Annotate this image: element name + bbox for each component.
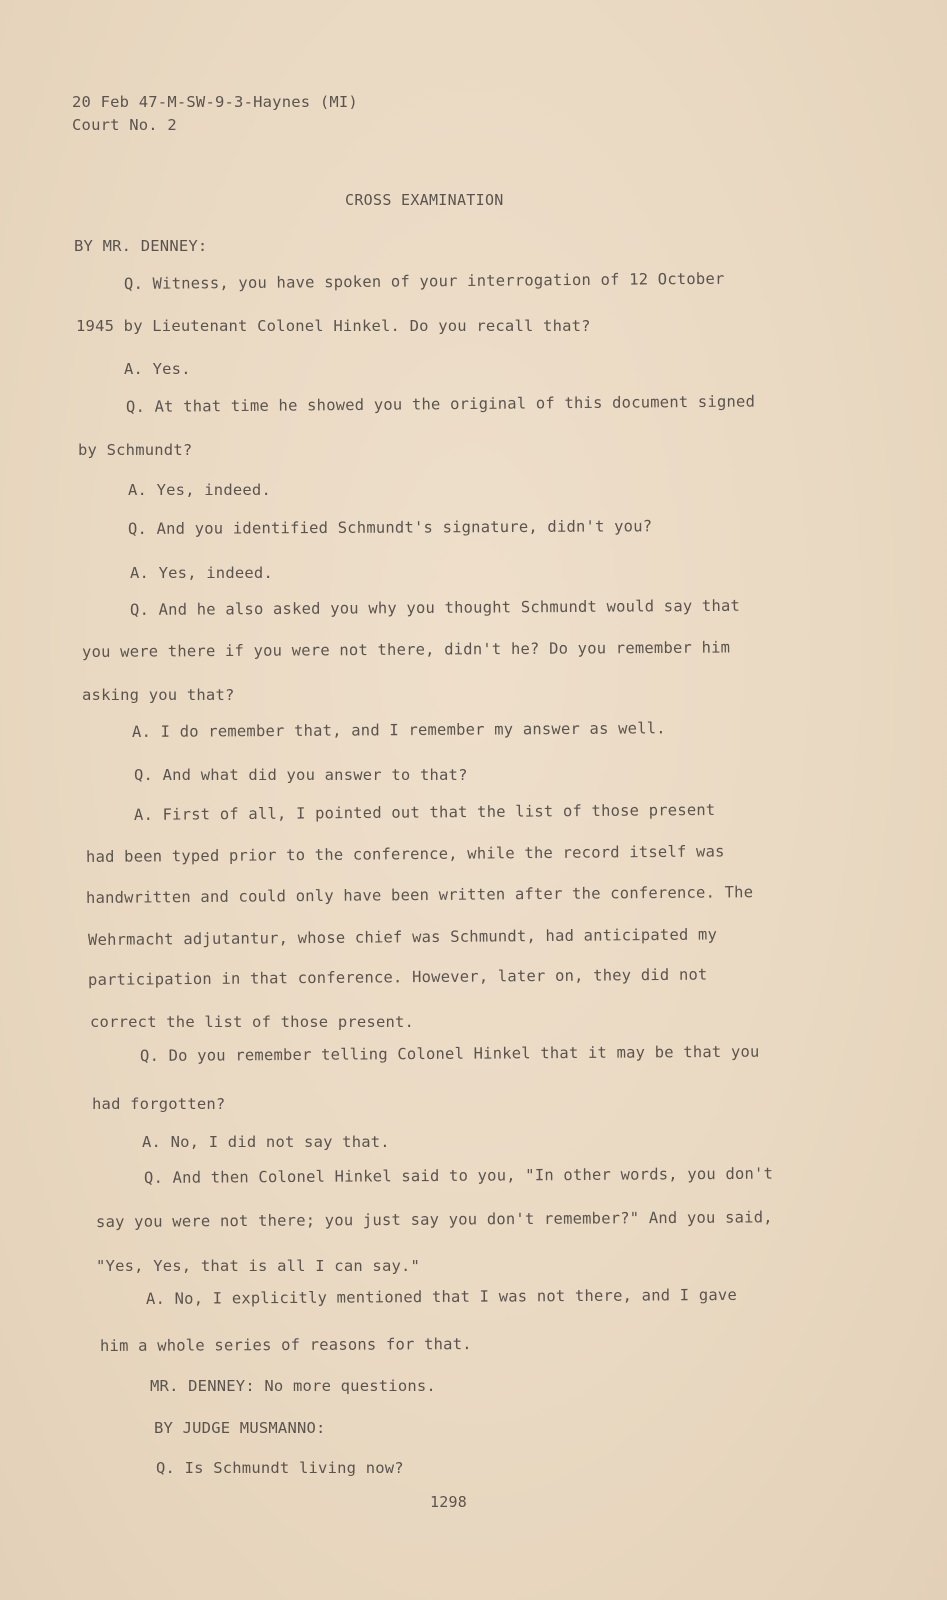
transcript-line: had forgotten?: [92, 1095, 226, 1113]
transcript-line: A. Yes, indeed.: [130, 564, 273, 582]
transcript-line: Q. And you identified Schmundt's signature, didn't you?: [127, 517, 653, 538]
transcript-line: A. Yes.: [124, 360, 191, 378]
transcript-line: Q. Witness, you have spoken of your interrogation of 12 October: [123, 269, 725, 293]
page-number: 1298: [430, 1493, 467, 1511]
transcript-line: BY JUDGE MUSMANNO:: [154, 1419, 326, 1437]
transcript-line: A. No, I explicitly mentioned that I was not there, and I gave: [145, 1285, 738, 1308]
transcript-line: Q. And then Colonel Hinkel said to you, "In other words, you don't: [143, 1164, 774, 1187]
transcript-line: by Schmundt?: [78, 441, 193, 459]
transcript-line: participation in that conference. However, later on, they did not: [87, 965, 708, 989]
transcript-line: handwritten and could only have been written after the conference. The: [85, 883, 754, 907]
transcript-line: "Yes, Yes, that is all I can say.": [96, 1257, 421, 1275]
transcript-line: you were there if you were not there, didn't he? Do you remember him: [81, 638, 731, 661]
transcript-line: asking you that?: [82, 686, 235, 704]
transcript-line: had been typed prior to the conference, while the record itself was: [85, 842, 725, 866]
transcript-line: MR. DENNEY: No more questions.: [150, 1377, 436, 1395]
transcript-line: A. No, I did not say that.: [142, 1133, 390, 1151]
transcript-line: Q. Do you remember telling Colonel Hinkel that it may be that you: [139, 1042, 760, 1065]
transcript-line: say you were not there; you just say you don't remember?" And you said,: [95, 1208, 773, 1231]
section-title: CROSS EXAMINATION: [345, 191, 504, 209]
transcript-line: Q. At that time he showed you the original of this document signed: [125, 392, 756, 416]
transcript-line: A. I do remember that, and I remember my answer as well.: [131, 719, 666, 741]
transcript-line: A. First of all, I pointed out that the list of those present: [133, 800, 716, 824]
court-number: Court No. 2: [72, 116, 177, 134]
transcript-line: Q. And he also asked you why you thought Schmundt would say that: [129, 596, 741, 619]
file-reference: 20 Feb 47-M-SW-9-3-Haynes (MI): [72, 93, 358, 111]
transcript-line: him a whole series of reasons for that.: [99, 1335, 472, 1355]
transcript-line: 1945 by Lieutenant Colonel Hinkel. Do you recall that?: [76, 317, 591, 335]
examiner-heading: BY MR. DENNEY:: [74, 237, 208, 255]
transcript-line: A. Yes, indeed.: [128, 481, 271, 499]
transcript-line: Q. Is Schmundt living now?: [156, 1459, 404, 1477]
transcript-line: Q. And what did you answer to that?: [134, 766, 468, 784]
transcript-line: Wehrmacht adjutantur, whose chief was Schmundt, had anticipated my: [87, 925, 718, 949]
transcript-line: correct the list of those present.: [90, 1013, 415, 1031]
